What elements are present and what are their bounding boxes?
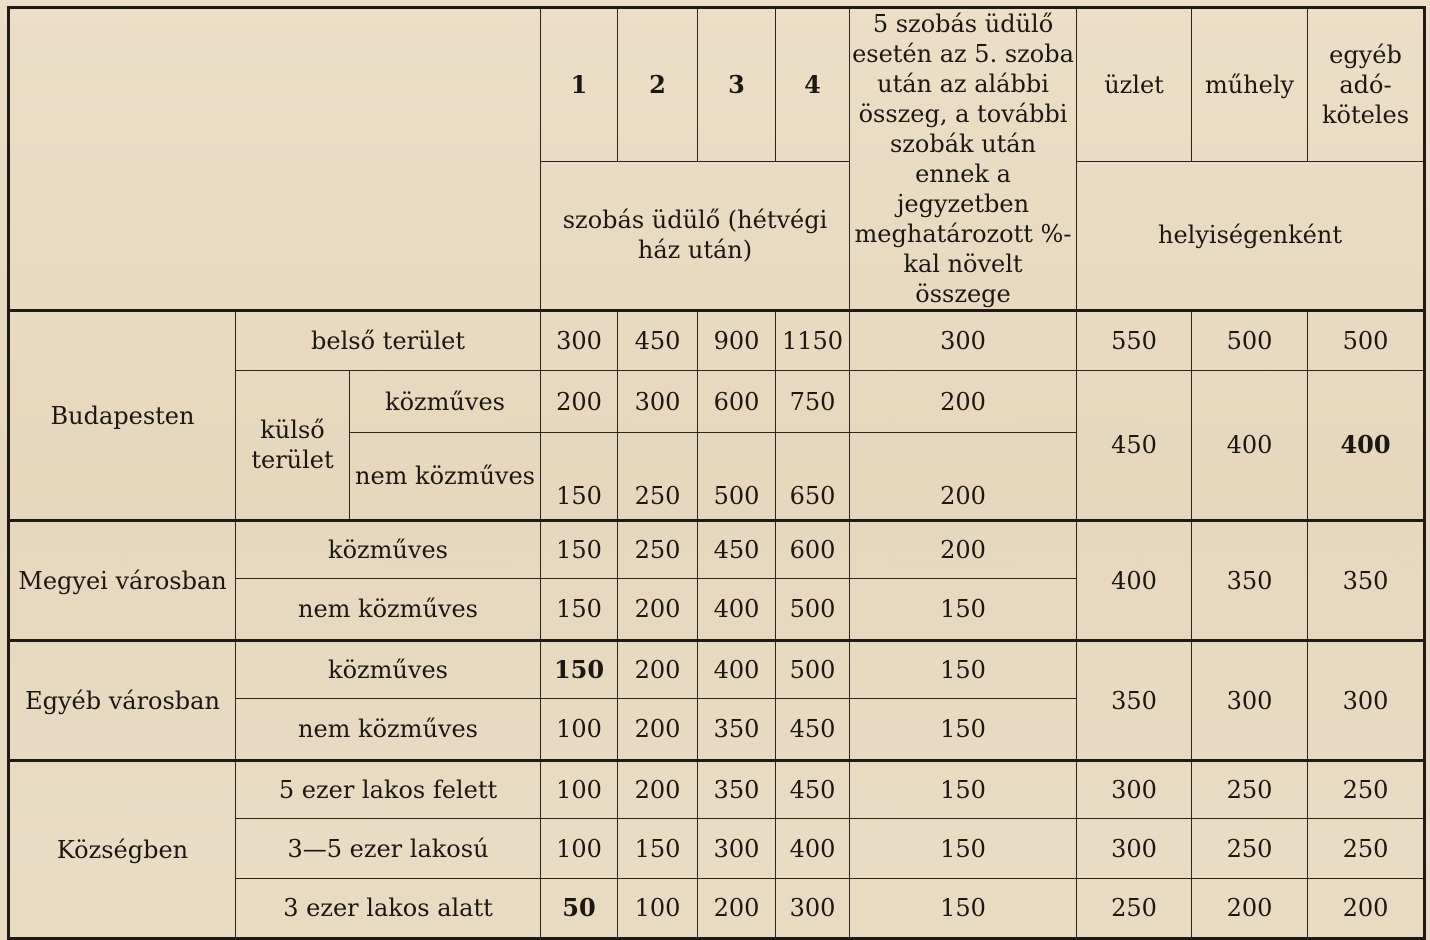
cell-koz35-3: 300 — [698, 819, 776, 879]
label-meg-kozmuves: közműves — [236, 521, 541, 579]
cell-egy-k-fifth: 150 — [850, 641, 1077, 699]
cell-meg-nk-2: 200 — [618, 579, 698, 641]
col-header-uzlet: üzlet — [1077, 8, 1192, 162]
col-header-egyeb: egyéb adó-köteles — [1308, 8, 1425, 162]
cell-meg-uzlet: 400 — [1077, 521, 1192, 641]
cell-koz35-fifth: 150 — [850, 819, 1077, 879]
cell-koz3-egyeb: 200 — [1308, 879, 1425, 939]
corner-cell — [9, 8, 541, 311]
label-bp-kozmuves: közműves — [350, 371, 541, 433]
cell-egy-k-2: 200 — [618, 641, 698, 699]
cell-meg-k-2: 250 — [618, 521, 698, 579]
label-koz-5-felett: 5 ezer lakos felett — [236, 761, 541, 819]
cell-koz3-uzlet: 250 — [1077, 879, 1192, 939]
cell-meg-nk-fifth: 150 — [850, 579, 1077, 641]
cell-bp-belso-3: 900 — [698, 311, 776, 371]
cell-koz5-2: 200 — [618, 761, 698, 819]
cell-koz5-3: 350 — [698, 761, 776, 819]
col-header-1: 1 — [541, 8, 618, 162]
cell-egy-uzlet: 350 — [1077, 641, 1192, 761]
cell-koz5-muhely: 250 — [1192, 761, 1308, 819]
cell-bp-kulso-egyeb: 400 — [1308, 371, 1425, 521]
cell-koz35-4: 400 — [776, 819, 850, 879]
cell-meg-k-3: 450 — [698, 521, 776, 579]
cell-bp-belso-4: 1150 — [776, 311, 850, 371]
cell-bp-kulso-k-fifth: 200 — [850, 371, 1077, 433]
cell-bp-kulso-nk-fifth: 200 — [850, 433, 1077, 521]
cell-meg-nk-4: 500 — [776, 579, 850, 641]
label-egy-kozmuves: közműves — [236, 641, 541, 699]
region-budapest: Budapesten — [9, 311, 236, 521]
cell-bp-kulso-uzlet: 450 — [1077, 371, 1192, 521]
col-header-muhely: műhely — [1192, 8, 1308, 162]
cell-meg-nk-1: 150 — [541, 579, 618, 641]
cell-meg-egyeb: 350 — [1308, 521, 1425, 641]
region-egyeb-varos: Egyéb városban — [9, 641, 236, 761]
cell-bp-kulso-nk-1: 150 — [541, 433, 618, 521]
cell-bp-kulso-k-1: 200 — [541, 371, 618, 433]
cell-koz3-fifth: 150 — [850, 879, 1077, 939]
tax-rate-table — [7, 6, 1426, 940]
label-kulso-terulet: külső terület — [236, 371, 350, 521]
cell-koz5-fifth: 150 — [850, 761, 1077, 819]
szobas-udulo-header: szobás üdülő (hétvégi ház után) — [541, 161, 850, 310]
cell-meg-k-fifth: 200 — [850, 521, 1077, 579]
cell-bp-kulso-k-4: 750 — [776, 371, 850, 433]
cell-bp-kulso-nk-4: 650 — [776, 433, 850, 521]
cell-bp-belso-fifth: 300 — [850, 311, 1077, 371]
label-egy-nem-kozmuves: nem közműves — [236, 699, 541, 761]
cell-koz35-2: 150 — [618, 819, 698, 879]
cell-bp-kulso-nk-2: 250 — [618, 433, 698, 521]
cell-koz5-egyeb: 250 — [1308, 761, 1425, 819]
label-koz-3-5: 3—5 ezer lakosú — [236, 819, 541, 879]
cell-bp-belso-egyeb: 500 — [1308, 311, 1425, 371]
cell-koz3-3: 200 — [698, 879, 776, 939]
cell-meg-nk-3: 400 — [698, 579, 776, 641]
cell-bp-kulso-nk-3: 500 — [698, 433, 776, 521]
cell-koz35-uzlet: 300 — [1077, 819, 1192, 879]
cell-bp-belso-2: 450 — [618, 311, 698, 371]
cell-egy-nk-3: 350 — [698, 699, 776, 761]
cell-egy-k-3: 400 — [698, 641, 776, 699]
cell-bp-belso-uzlet: 550 — [1077, 311, 1192, 371]
col-header-3: 3 — [698, 8, 776, 162]
label-belso-terulet: belső terület — [236, 311, 541, 371]
label-meg-nem-kozmuves: nem közműves — [236, 579, 541, 641]
cell-bp-kulso-muhely: 400 — [1192, 371, 1308, 521]
col-header-2: 2 — [618, 8, 698, 162]
cell-koz3-4: 300 — [776, 879, 850, 939]
cell-egy-muhely: 300 — [1192, 641, 1308, 761]
cell-koz3-muhely: 200 — [1192, 879, 1308, 939]
cell-koz5-4: 450 — [776, 761, 850, 819]
cell-egy-k-1: 150 — [541, 641, 618, 699]
cell-koz35-1: 100 — [541, 819, 618, 879]
cell-koz35-egyeb: 250 — [1308, 819, 1425, 879]
region-kozseg: Községben — [9, 761, 236, 939]
cell-bp-kulso-k-2: 300 — [618, 371, 698, 433]
cell-egy-k-4: 500 — [776, 641, 850, 699]
cell-koz3-1: 50 — [541, 879, 618, 939]
cell-meg-k-1: 150 — [541, 521, 618, 579]
cell-meg-muhely: 350 — [1192, 521, 1308, 641]
label-koz-3-alatt: 3 ezer lakos alatt — [236, 879, 541, 939]
cell-bp-kulso-k-3: 600 — [698, 371, 776, 433]
cell-egy-nk-fifth: 150 — [850, 699, 1077, 761]
col-header-4: 4 — [776, 8, 850, 162]
cell-koz5-uzlet: 300 — [1077, 761, 1192, 819]
helyisegenkent-header: helyiségenként — [1077, 161, 1425, 310]
cell-egy-nk-2: 200 — [618, 699, 698, 761]
label-bp-nem-kozmuves: nem közműves — [350, 433, 541, 521]
cell-koz35-muhely: 250 — [1192, 819, 1308, 879]
cell-koz3-2: 100 — [618, 879, 698, 939]
five-room-note-header: 5 szobás üdülő esetén az 5. szoba után az alábbi összeg, a további szobák után ennek a jegyzetben meghatározott %-kal növelt összege — [850, 8, 1077, 311]
cell-bp-belso-muhely: 500 — [1192, 311, 1308, 371]
region-megyei: Megyei városban — [9, 521, 236, 641]
cell-koz5-1: 100 — [541, 761, 618, 819]
cell-bp-belso-1: 300 — [541, 311, 618, 371]
cell-egy-nk-4: 450 — [776, 699, 850, 761]
cell-egy-egyeb: 300 — [1308, 641, 1425, 761]
cell-meg-k-4: 600 — [776, 521, 850, 579]
cell-egy-nk-1: 100 — [541, 699, 618, 761]
